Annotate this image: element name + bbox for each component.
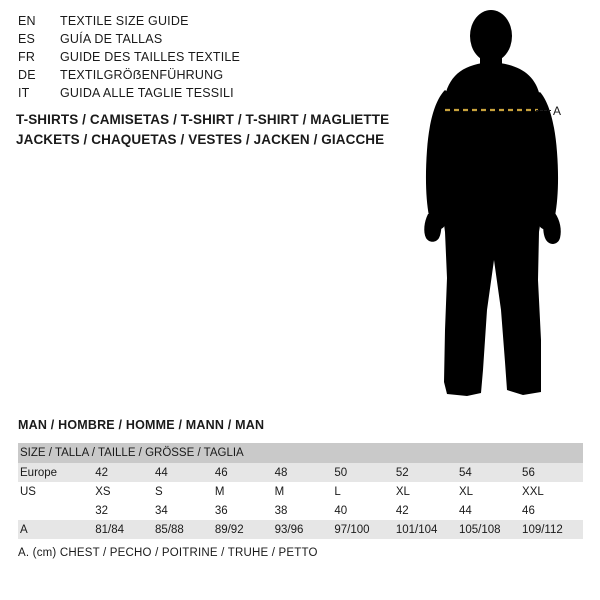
language-list — [18, 14, 398, 104]
table-cell: XS — [95, 485, 111, 498]
row-label: US — [20, 485, 36, 498]
language-code: IT — [18, 86, 30, 100]
table-row — [18, 482, 583, 501]
row-label — [18, 501, 93, 520]
table-cell: 42 — [395, 504, 409, 517]
language-row — [18, 86, 398, 104]
table-cell: 44 — [155, 466, 168, 479]
language-text: GUIDA ALLE TAGLIE TESSILI — [60, 86, 234, 100]
table-cell: 101/104 — [395, 523, 438, 536]
measure-label-a: A — [553, 104, 562, 118]
table-cell: 42 — [95, 466, 109, 479]
language-text: GUÍA DE TALLAS — [60, 32, 163, 46]
table-cell: XXL — [522, 485, 544, 498]
man-section-heading: MAN / HOMBRE / HOMME / MANN / MAN — [18, 418, 265, 432]
silhouette-svg — [395, 10, 600, 405]
table-row — [18, 463, 583, 482]
category-line: T-SHIRTS / CAMISETAS / T-SHIRT / T-SHIRT / MAGLIETTE — [16, 112, 390, 127]
table-cell: 89/92 — [214, 523, 244, 536]
table-cell: 105/108 — [458, 523, 501, 536]
table-header-row — [18, 443, 583, 463]
language-row — [18, 68, 398, 86]
language-text: GUIDE DES TAILLES TEXTILE — [60, 50, 241, 64]
table-cell: XL — [395, 485, 410, 498]
category-line: JACKETS / CHAQUETAS / VESTES / JACKEN / GIACCHE — [16, 132, 385, 147]
table-cell: 46 — [214, 466, 228, 479]
table-cell: XL — [458, 485, 474, 498]
table-cell: 93/96 — [274, 523, 304, 536]
table-cell: 36 — [214, 504, 228, 517]
size-table — [18, 443, 583, 539]
table-cell: 34 — [155, 504, 168, 517]
measure-leader-line — [536, 110, 551, 111]
table-cell: 32 — [95, 504, 109, 517]
language-text: TEXTILE SIZE GUIDE — [60, 14, 189, 28]
table-cell: 109/112 — [522, 523, 563, 536]
language-code: EN — [18, 14, 36, 28]
table-cell: 56 — [522, 466, 535, 479]
garment-categories — [16, 110, 436, 150]
table-cell: 46 — [522, 504, 535, 517]
footer-note: A. (cm) CHEST / PECHO / POITRINE / TRUHE / PETTO — [18, 547, 318, 559]
row-label: Europe — [20, 466, 58, 479]
table-cell: 50 — [334, 466, 348, 479]
row-label: A — [20, 523, 28, 536]
table-row — [18, 520, 583, 539]
table-row — [18, 501, 583, 520]
language-code: FR — [18, 50, 36, 64]
table-cell: 85/88 — [155, 523, 184, 536]
language-text: TEXTILGRÖẞENFÜHRUNG — [60, 68, 224, 82]
table-cell: 54 — [458, 466, 472, 479]
table-cell: S — [155, 485, 163, 498]
table-cell: 97/100 — [334, 523, 370, 536]
table-cell: 38 — [274, 504, 288, 517]
table-cell: M — [274, 485, 285, 498]
language-row — [18, 50, 398, 68]
table-cell: 81/84 — [95, 523, 125, 536]
table-cell: 48 — [274, 466, 288, 479]
table-header-label: SIZE / TALLA / TAILLE / GRÖSSE / TAGLIA — [20, 447, 244, 459]
language-code: DE — [18, 68, 36, 82]
male-silhouette-figure — [395, 10, 600, 405]
table-cell: 52 — [395, 466, 409, 479]
table-cell: M — [214, 485, 225, 498]
table-cell: 44 — [458, 504, 472, 517]
table-cell: 40 — [334, 504, 348, 517]
table-cell: L — [334, 485, 341, 498]
language-row — [18, 14, 398, 32]
language-code: ES — [18, 32, 36, 46]
language-row — [18, 32, 398, 50]
